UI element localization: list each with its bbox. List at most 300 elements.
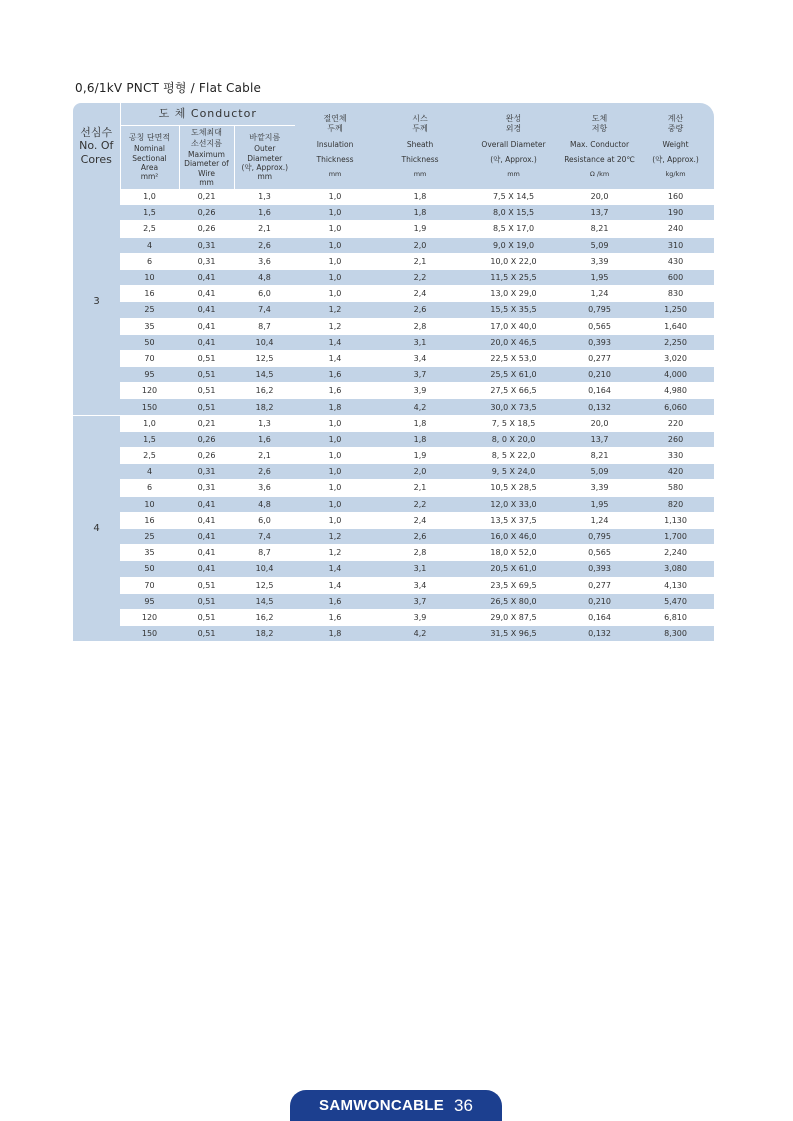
table-cell: 8,5 X 17,0 [465, 221, 562, 237]
header-outer-en3: (약, Approx.) [241, 163, 289, 172]
header-outer-en1: Outer [254, 144, 276, 154]
table-cell: 3,9 [375, 609, 465, 625]
table-cell: 150 [120, 399, 179, 415]
table-cell: 0,51 [179, 609, 234, 625]
table-row [73, 593, 714, 609]
table-cell: 1,4 [295, 334, 375, 350]
table-cell: 7,5 X 14,5 [465, 189, 562, 205]
table-cell: 1,0 [295, 221, 375, 237]
header-sheath-unit: mm [413, 170, 427, 179]
table-cell: 5,470 [637, 593, 714, 609]
table-cell: 0,41 [179, 528, 234, 544]
header-resistance [562, 103, 637, 189]
header-area-en3: Area [140, 163, 159, 172]
table-cell: 4 [120, 237, 179, 253]
table-cell: 16,0 X 46,0 [465, 528, 562, 544]
table-body [73, 189, 714, 642]
table-cell: 0,210 [562, 367, 637, 383]
table-row [73, 480, 714, 496]
header-weight-en: Weight [662, 139, 689, 149]
table-cell: 0,132 [562, 399, 637, 415]
table-cell: 1,0 [295, 448, 375, 464]
table-cell: 8,0 X 15,5 [465, 205, 562, 221]
table-cell: 7,4 [234, 528, 295, 544]
table-cell: 1,250 [637, 302, 714, 318]
table-cell: 7,4 [234, 302, 295, 318]
table-cell: 1,3 [234, 415, 295, 431]
table-cell: 0,393 [562, 561, 637, 577]
header-resistance-en2: Resistance at 20℃ [564, 154, 635, 164]
header-insulation-unit: mm [328, 170, 342, 179]
table-cell: 95 [120, 367, 179, 383]
table-cell: 4,980 [637, 383, 714, 399]
table-cell: 27,5 X 66,5 [465, 383, 562, 399]
table-cell: 31,5 X 96,5 [465, 626, 562, 642]
table-cell: 0,393 [562, 334, 637, 350]
header-wire-en1: Maximum [188, 149, 225, 159]
table-cell: 35 [120, 318, 179, 334]
table-cell: 1,9 [375, 448, 465, 464]
header-weight [637, 103, 714, 189]
header-area-ko: 공칭 단면적 [128, 133, 171, 143]
table-cell: 1,0 [295, 496, 375, 512]
table-cell: 830 [637, 286, 714, 302]
table-cell: 0,795 [562, 302, 637, 318]
header-outer-ko: 바깥지름 [249, 133, 281, 143]
table-cell: 0,41 [179, 561, 234, 577]
header-conductor: 도 체 Conductor [120, 103, 295, 126]
table-cell: 0,51 [179, 383, 234, 399]
table-cell: 1,130 [637, 512, 714, 528]
table-cell: 1,95 [562, 269, 637, 285]
table-cell: 430 [637, 253, 714, 269]
table-cell: 0,277 [562, 350, 637, 366]
header-area [120, 126, 179, 190]
table-cell: 8,300 [637, 626, 714, 642]
table-cell: 0,51 [179, 593, 234, 609]
table-cell: 1,0 [295, 253, 375, 269]
table-cell: 11,5 X 25,5 [465, 269, 562, 285]
table-row [73, 334, 714, 350]
table-cell: 0,41 [179, 512, 234, 528]
table-cell: 2,5 [120, 448, 179, 464]
footer-tab [290, 1090, 502, 1121]
table-cell: 2,4 [375, 286, 465, 302]
table-row [73, 496, 714, 512]
table-cell: 25 [120, 528, 179, 544]
header-weight-unit: kg/km [665, 170, 686, 179]
table-cell: 22,5 X 53,0 [465, 350, 562, 366]
header-sheath-ko2: 두께 [412, 123, 428, 133]
table-row [73, 512, 714, 528]
header-cores-en1: No. Of [79, 139, 114, 153]
table-cell: 0,41 [179, 334, 234, 350]
table-cell: 12,5 [234, 350, 295, 366]
header-wire [179, 126, 234, 190]
table-cell: 120 [120, 609, 179, 625]
table-cell: 1,8 [375, 189, 465, 205]
table-cell: 1,3 [234, 189, 295, 205]
table-cell: 3,6 [234, 253, 295, 269]
table-cell: 1,6 [234, 431, 295, 447]
table-cell: 18,2 [234, 399, 295, 415]
table-cell: 9,0 X 19,0 [465, 237, 562, 253]
table-cell: 15,5 X 35,5 [465, 302, 562, 318]
table-cell: 20,0 X 46,5 [465, 334, 562, 350]
header-weight-ko1: 계산 [667, 113, 684, 123]
table-cell: 4,8 [234, 269, 295, 285]
table-cell: 0,164 [562, 609, 637, 625]
table-cell: 3,7 [375, 367, 465, 383]
table-cell: 1,0 [295, 464, 375, 480]
table-cell: 1,24 [562, 286, 637, 302]
table-cell: 8,7 [234, 545, 295, 561]
table-cell: 6,060 [637, 399, 714, 415]
table-cell: 2,1 [234, 448, 295, 464]
table-cell: 2,2 [375, 496, 465, 512]
table-cell: 0,41 [179, 269, 234, 285]
table-cell: 0,51 [179, 577, 234, 593]
table-cell: 1,0 [120, 189, 179, 205]
table-cell: 13,5 X 37,5 [465, 512, 562, 528]
table-cell: 260 [637, 431, 714, 447]
table-cell: 1,9 [375, 221, 465, 237]
table-cell: 1,24 [562, 512, 637, 528]
footer-brand: SAMWONCABLE [319, 1097, 445, 1114]
table-cell: 3,020 [637, 350, 714, 366]
table-cell: 25,5 X 61,0 [465, 367, 562, 383]
table-cell: 0,132 [562, 626, 637, 642]
table-cell: 6,810 [637, 609, 714, 625]
table-cell: 50 [120, 334, 179, 350]
cores-cell: 4 [73, 415, 120, 642]
header-overall-en2: (약, Approx.) [490, 154, 537, 164]
table-cell: 3,39 [562, 253, 637, 269]
table-cell: 600 [637, 269, 714, 285]
table-cell: 3,080 [637, 561, 714, 577]
header-outer [234, 126, 295, 190]
table-cell: 0,210 [562, 593, 637, 609]
table-cell: 1,4 [295, 350, 375, 366]
header-wire-ko2: 소선지름 [191, 138, 222, 148]
table-cell: 1,6 [295, 367, 375, 383]
header-area-unit: mm² [140, 172, 159, 182]
table-cell: 4,130 [637, 577, 714, 593]
table-cell: 0,26 [179, 205, 234, 221]
table-cell: 2,6 [375, 302, 465, 318]
header-sheath-ko1: 시스 [412, 113, 428, 123]
table-cell: 0,565 [562, 545, 637, 561]
table-cell: 0,565 [562, 318, 637, 334]
table-cell: 1,4 [295, 577, 375, 593]
table-cell: 18,2 [234, 626, 295, 642]
table-cell: 16,2 [234, 383, 295, 399]
table-cell: 1,0 [295, 286, 375, 302]
table-cell: 240 [637, 221, 714, 237]
table-cell: 4,2 [375, 399, 465, 415]
table-cell: 2,0 [375, 464, 465, 480]
table-row [73, 318, 714, 334]
table-row [73, 253, 714, 269]
table-row [73, 367, 714, 383]
table-cell: 2,6 [234, 464, 295, 480]
table-row [73, 205, 714, 221]
table-cell: 1,640 [637, 318, 714, 334]
table-cell: 160 [637, 189, 714, 205]
table-cell: 4,8 [234, 496, 295, 512]
header-outer-en2: Diameter [247, 153, 283, 163]
table-cell: 4 [120, 464, 179, 480]
header-sheath-en2: Thickness [401, 154, 439, 164]
table-row [73, 561, 714, 577]
header-resistance-ko2: 저항 [591, 123, 608, 133]
table-cell: 580 [637, 480, 714, 496]
table-cell: 1,8 [375, 205, 465, 221]
table-cell: 16 [120, 286, 179, 302]
header-weight-en2: (약, Approx.) [652, 154, 699, 164]
table-row [73, 189, 714, 205]
table-row [73, 269, 714, 285]
table-cell: 12,0 X 33,0 [465, 496, 562, 512]
table-cell: 0,51 [179, 626, 234, 642]
table-cell: 70 [120, 577, 179, 593]
table-row [73, 237, 714, 253]
header-resistance-unit: Ω /km [589, 170, 610, 179]
table-cell: 0,31 [179, 253, 234, 269]
table-cell: 23,5 X 69,5 [465, 577, 562, 593]
table-cell: 1,6 [234, 205, 295, 221]
table-cell: 1,95 [562, 496, 637, 512]
table-cell: 3,4 [375, 577, 465, 593]
header-wire-unit: mm [199, 177, 214, 187]
table-cell: 2,8 [375, 545, 465, 561]
table-row [73, 577, 714, 593]
header-insulation-en2: Thickness [316, 154, 354, 164]
table-cell: 1,0 [295, 205, 375, 221]
table-cell: 1,0 [120, 415, 179, 431]
table-cell: 10,4 [234, 334, 295, 350]
table-row [73, 464, 714, 480]
header-resistance-en: Max. Conductor [569, 139, 630, 149]
table-cell: 6 [120, 253, 179, 269]
table-cell: 14,5 [234, 367, 295, 383]
table-cell: 10 [120, 269, 179, 285]
table-cell: 1,6 [295, 609, 375, 625]
table-row [73, 302, 714, 318]
table-cell: 1,8 [295, 399, 375, 415]
table-cell: 0,26 [179, 448, 234, 464]
header-overall [465, 103, 562, 189]
table-row [73, 609, 714, 625]
table-cell: 2,5 [120, 221, 179, 237]
table-cell: 5,09 [562, 237, 637, 253]
table-row [73, 431, 714, 447]
table-cell: 0,41 [179, 286, 234, 302]
header-area-en1: Nominal [133, 144, 166, 154]
table-cell: 35 [120, 545, 179, 561]
table-cell: 3,1 [375, 561, 465, 577]
table-cell: 17,0 X 40,0 [465, 318, 562, 334]
table-cell: 0,31 [179, 237, 234, 253]
cable-spec-table [73, 103, 714, 642]
table-cell: 10,0 X 22,0 [465, 253, 562, 269]
header-sheath-en: Sheath [406, 139, 434, 149]
table-cell: 25 [120, 302, 179, 318]
table-cell: 0,277 [562, 577, 637, 593]
table-cell: 3,39 [562, 480, 637, 496]
table-row [73, 383, 714, 399]
table-row [73, 350, 714, 366]
header-overall-en: Overall Diameter [481, 139, 546, 149]
table-cell: 8,21 [562, 221, 637, 237]
table-cell: 2,4 [375, 512, 465, 528]
table-cell: 3,6 [234, 480, 295, 496]
table-cell: 0,41 [179, 496, 234, 512]
table-row [73, 626, 714, 642]
table-cell: 1,2 [295, 545, 375, 561]
table-cell: 26,5 X 80,0 [465, 593, 562, 609]
table-cell: 330 [637, 448, 714, 464]
table-cell: 1,8 [375, 431, 465, 447]
header-insulation-en: Insulation [316, 139, 354, 149]
table-cell: 2,250 [637, 334, 714, 350]
table-cell: 70 [120, 350, 179, 366]
table-cell: 150 [120, 626, 179, 642]
table-cell: 6,0 [234, 512, 295, 528]
header-cores [73, 103, 120, 189]
header-area-en2: Sectional [132, 153, 167, 163]
table-cell: 13,7 [562, 431, 637, 447]
table-row [73, 221, 714, 237]
table-cell: 0,31 [179, 464, 234, 480]
table-cell: 2,0 [375, 237, 465, 253]
table-cell: 1,0 [295, 189, 375, 205]
table-cell: 420 [637, 464, 714, 480]
table-cell: 7, 5 X 18,5 [465, 415, 562, 431]
table-cell: 8,7 [234, 318, 295, 334]
table-cell: 310 [637, 237, 714, 253]
table-cell: 0,21 [179, 189, 234, 205]
table-cell: 12,5 [234, 577, 295, 593]
table-cell: 3,1 [375, 334, 465, 350]
table-cell: 8, 0 X 20,0 [465, 431, 562, 447]
table-row [73, 528, 714, 544]
table-cell: 2,1 [234, 221, 295, 237]
table-cell: 1,0 [295, 237, 375, 253]
header-overall-ko1: 완성 [505, 113, 522, 123]
table-cell: 1,8 [375, 415, 465, 431]
table-cell: 0,26 [179, 221, 234, 237]
table-cell: 1,5 [120, 431, 179, 447]
table-cell: 20,0 [562, 415, 637, 431]
table-cell: 1,6 [295, 593, 375, 609]
table-cell: 13,7 [562, 205, 637, 221]
table-cell: 2,2 [375, 269, 465, 285]
table-cell: 1,700 [637, 528, 714, 544]
table-cell: 1,0 [295, 415, 375, 431]
header-resistance-ko1: 도체 [591, 113, 608, 123]
table-cell: 50 [120, 561, 179, 577]
header-insulation [295, 103, 375, 189]
header-overall-ko2: 외경 [505, 123, 522, 133]
table-cell: 0,164 [562, 383, 637, 399]
table-cell: 1,0 [295, 431, 375, 447]
table-cell: 5,09 [562, 464, 637, 480]
table-cell: 16,2 [234, 609, 295, 625]
table-cell: 2,1 [375, 253, 465, 269]
header-outer-unit: mm [257, 172, 273, 182]
table-cell: 1,2 [295, 302, 375, 318]
header-insulation-ko2: 두께 [327, 123, 343, 133]
table-cell: 3,7 [375, 593, 465, 609]
table-cell: 1,5 [120, 205, 179, 221]
table-cell: 0,21 [179, 415, 234, 431]
table-cell: 10,4 [234, 561, 295, 577]
table-row [73, 286, 714, 302]
table-cell: 2,1 [375, 480, 465, 496]
table-cell: 1,2 [295, 528, 375, 544]
table-cell: 1,0 [295, 512, 375, 528]
table-cell: 95 [120, 593, 179, 609]
table-cell: 9, 5 X 24,0 [465, 464, 562, 480]
header-overall-unit: mm [507, 170, 520, 179]
table-cell: 0,51 [179, 350, 234, 366]
table-cell: 0,41 [179, 545, 234, 561]
page-title: 0,6/1kV PNCT 평형 / Flat Cable [75, 81, 262, 95]
table-cell: 1,8 [295, 626, 375, 642]
table-cell: 6 [120, 480, 179, 496]
table-cell: 0,31 [179, 480, 234, 496]
table-cell: 820 [637, 496, 714, 512]
table-cell: 1,2 [295, 318, 375, 334]
table-cell: 1,0 [295, 269, 375, 285]
table-cell: 8,21 [562, 448, 637, 464]
table-cell: 20,5 X 61,0 [465, 561, 562, 577]
table-cell: 220 [637, 415, 714, 431]
table-cell: 4,2 [375, 626, 465, 642]
table-cell: 1,4 [295, 561, 375, 577]
table-cell: 0,51 [179, 367, 234, 383]
table-cell: 2,240 [637, 545, 714, 561]
table-cell: 29,0 X 87,5 [465, 609, 562, 625]
table-cell: 0,795 [562, 528, 637, 544]
header-cores-en2: Cores [80, 152, 112, 166]
table-cell: 6,0 [234, 286, 295, 302]
table-cell: 0,26 [179, 431, 234, 447]
table-cell: 2,8 [375, 318, 465, 334]
table-row [73, 399, 714, 415]
header-sheath [375, 103, 465, 189]
table-cell: 14,5 [234, 593, 295, 609]
table-cell: 3,9 [375, 383, 465, 399]
table-cell: 4,000 [637, 367, 714, 383]
header-cores-ko: 선심수 [80, 126, 113, 140]
table-cell: 18,0 X 52,0 [465, 545, 562, 561]
table-cell: 0,51 [179, 399, 234, 415]
table-cell: 10,5 X 28,5 [465, 480, 562, 496]
header-insulation-ko1: 절연체 [323, 113, 347, 123]
table-cell: 3,4 [375, 350, 465, 366]
table-cell: 20,0 [562, 189, 637, 205]
table-cell: 8, 5 X 22,0 [465, 448, 562, 464]
table-cell: 13,0 X 29,0 [465, 286, 562, 302]
table-cell: 10 [120, 496, 179, 512]
table-cell: 190 [637, 205, 714, 221]
table-row [73, 545, 714, 561]
header-weight-ko2: 중량 [667, 123, 684, 133]
table-cell: 2,6 [234, 237, 295, 253]
cores-cell: 3 [73, 189, 120, 415]
